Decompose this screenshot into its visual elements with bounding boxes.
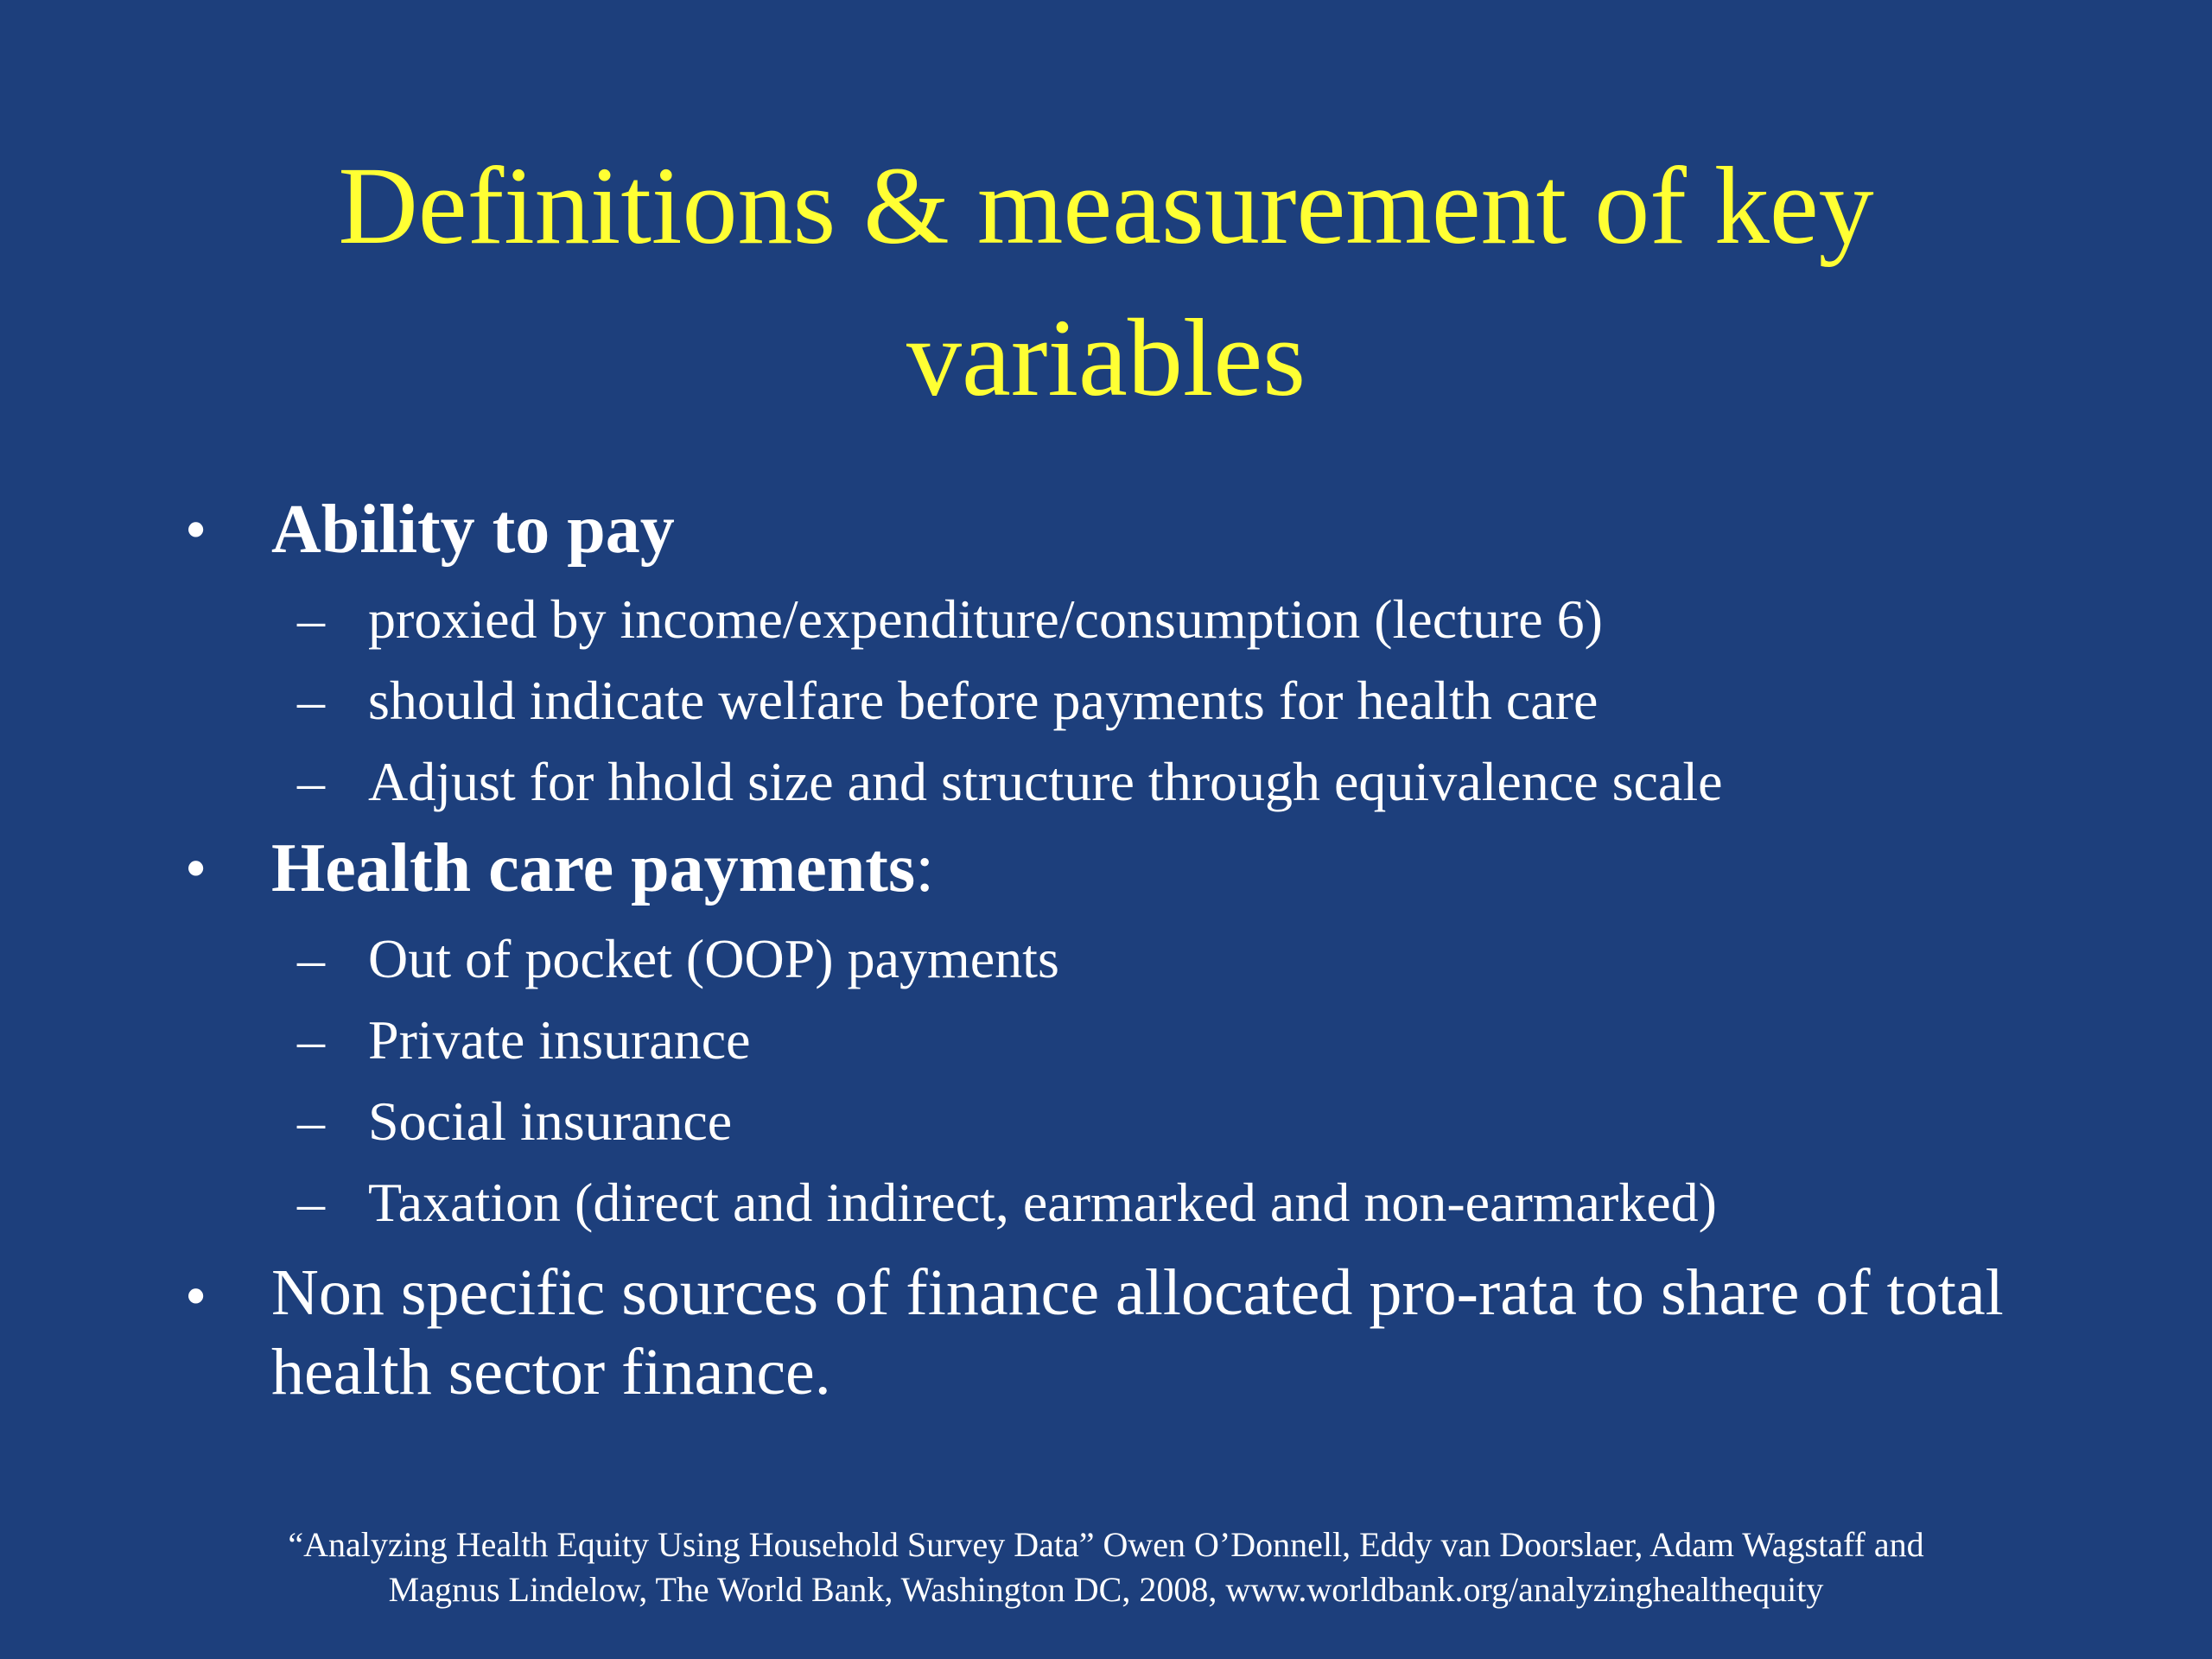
bullet-heading-ability-to-pay xyxy=(271,486,675,573)
bullet-heading-health-care-payments xyxy=(271,825,934,912)
slide-title xyxy=(0,130,2212,434)
citation-line-1: “Analyzing Health Equity Using Household Survey Data” Owen O’Donnell, Eddy van Doorslaer, Adam Wagstaff and xyxy=(288,1525,1924,1564)
citation-footer xyxy=(0,1522,2212,1612)
sub-bullet-item: Private insurance xyxy=(368,1009,751,1071)
sub-bullet-marker: – xyxy=(297,1090,325,1152)
sub-bullet-item: should indicate welfare before payments for health care xyxy=(368,670,1599,731)
bullet-marker: • xyxy=(185,834,207,903)
citation-line-2: Magnus Lindelow, The World Bank, Washington DC, 2008, www.worldbank.org/analyzinghealthequity xyxy=(388,1570,1824,1609)
sub-bullet-marker: – xyxy=(297,1009,325,1071)
sub-bullet-item: Adjust for hhold size and structure through equivalence scale xyxy=(368,751,1723,812)
slide-title-line-2: variables xyxy=(906,296,1306,419)
sub-bullet-item: Social insurance xyxy=(368,1090,733,1152)
bullet-heading-suffix: : xyxy=(915,830,935,906)
bullet-text-non-specific-sources: Non specific sources of finance allocated pro-rata to share of total health sector finance. xyxy=(271,1256,2004,1408)
sub-bullet-item: proxied by income/expenditure/consumption (lecture 6) xyxy=(368,588,1603,650)
bullet-heading-label: Health care payments xyxy=(271,830,916,906)
sub-bullet-marker: – xyxy=(297,751,325,812)
bullet-heading-label: Ability to pay xyxy=(271,492,675,568)
sub-bullet-marker: – xyxy=(297,1172,325,1233)
sub-bullet-marker: – xyxy=(297,588,325,650)
sub-bullet-marker: – xyxy=(297,670,325,731)
slide-title-line-1: Definitions & measurement of key xyxy=(338,144,1874,267)
sub-bullet-item: Out of pocket (OOP) payments xyxy=(368,928,1059,989)
bullet-marker: • xyxy=(185,1262,207,1331)
sub-bullet-marker: – xyxy=(297,928,325,989)
sub-bullet-item: Taxation (direct and indirect, earmarked and non-earmarked) xyxy=(368,1172,1717,1233)
bullet-marker: • xyxy=(185,495,207,564)
